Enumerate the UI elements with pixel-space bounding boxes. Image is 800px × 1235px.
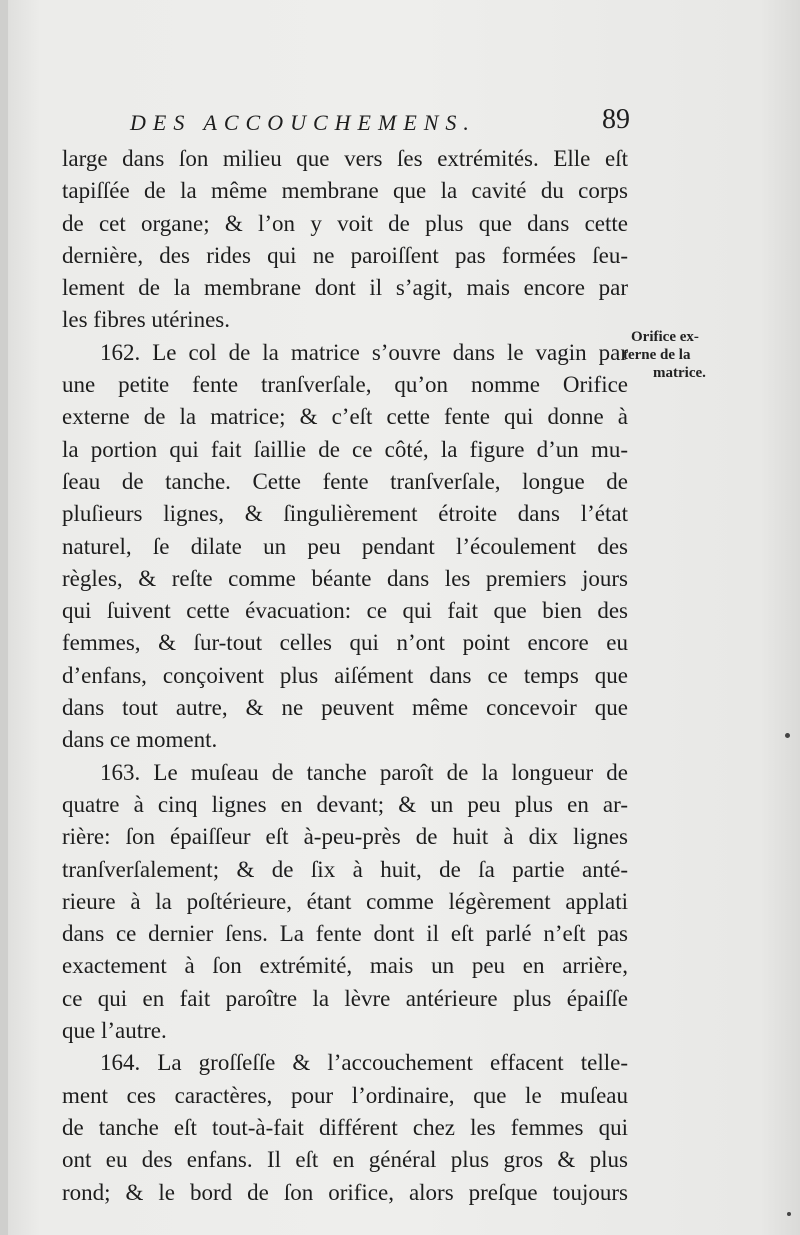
text-line: rond; & le bord de ſon orifice, alors preſque toujours <box>62 1179 628 1205</box>
paragraph-164-start: 164. La groſſeſſe & l’accouchement effacent telle- <box>100 1050 628 1076</box>
paragraph-162-start: 162. Le col de la matrice s’ouvre dans le vagin par <box>100 339 628 365</box>
text-line: large dans ſon milieu que vers ſes extrémités. Elle eſt <box>62 146 628 171</box>
text-line: dans ce moment. <box>62 727 218 753</box>
text-line: femmes, & ſur-tout celles qui n’ont point encore eu <box>62 630 628 656</box>
text-line: rière: ſon épaiſſeur eſt à-peu-près de huit à dix lignes <box>62 824 628 850</box>
text-line: exactement à ſon extrémité, mais un peu en arrière, <box>62 953 628 979</box>
ink-speck <box>787 1212 791 1216</box>
text-line: naturel, ſe dilate un peu pendant l’écoulement des <box>62 533 628 559</box>
text-line: la portion qui fait ſaillie de ce côté, la figure d’un mu- <box>62 436 628 462</box>
text-line: dernière, des rides qui ne paroiſſent pas formées ſeu- <box>62 242 628 268</box>
text-line: ont eu des enfans. Il eſt en général plus gros & plus <box>62 1147 628 1173</box>
text-line: tranſverſalement; & de ſix à huit, de ſa partie anté- <box>62 856 628 882</box>
text-line: dans ce dernier ſens. La fente dont il eſt parlé n’eſt pas <box>62 921 628 947</box>
text-line: de cet organe; & l’on y voit de plus que dans cette <box>62 210 628 236</box>
page-header <box>130 104 630 140</box>
text-line: quatre à cinq lignes en devant; & un peu plus en ar- <box>62 791 628 817</box>
text-line: externe de la matrice; & c’eſt cette fente qui donne à <box>62 404 628 430</box>
text-line: ment ces caractères, pour l’ordinaire, que le muſeau <box>62 1082 628 1108</box>
text-line: que l’autre. <box>62 1018 167 1044</box>
text-line: pluſieurs lignes, & ſingulièrement étroite dans l’état <box>62 501 628 527</box>
text-line: lement de la membrane dont il s’agit, mais encore par <box>62 275 628 301</box>
text-line: d’enfans, conçoivent plus aiſément dans ce temps que <box>62 662 628 688</box>
text-line: ſeau de tanche. Cette fente tranſverſale, longue de <box>62 468 628 494</box>
text-line: rieure à la poſtérieure, étant comme légèrement applati <box>62 888 628 914</box>
margin-note-line: matrice. <box>653 365 706 381</box>
page-edge <box>0 0 8 1235</box>
margin-note-line: Orifice ex- <box>631 329 699 345</box>
text-line: de tanche eſt tout-à-fait différent chez les femmes qui <box>62 1114 628 1140</box>
ink-speck <box>785 733 790 738</box>
text-line: tapiſſée de la même membrane que la cavité du corps <box>62 178 628 204</box>
paragraph-163-start: 163. Le muſeau de tanche paroît de la longueur de <box>100 759 628 785</box>
text-line: qui ſuivent cette évacuation: ce qui fait que bien des <box>62 598 628 624</box>
text-line: les fibres utérines. <box>62 307 230 333</box>
margin-note-line: terne de la <box>623 347 691 363</box>
text-line: règles, & reſte comme béante dans les premiers jours <box>62 565 628 591</box>
text-line: ce qui en fait paroître la lèvre antérieure plus épaiſſe <box>62 985 628 1011</box>
body-text <box>62 143 628 1209</box>
running-head: DES ACCOUCHEMENS. <box>130 110 476 135</box>
margin-note <box>623 328 741 382</box>
text-line: une petite fente tranſverſale, qu’on nomme Orifice <box>62 372 628 398</box>
text-line: dans tout autre, & ne peuvent même concevoir que <box>62 695 628 721</box>
page-number: 89 <box>602 104 630 135</box>
